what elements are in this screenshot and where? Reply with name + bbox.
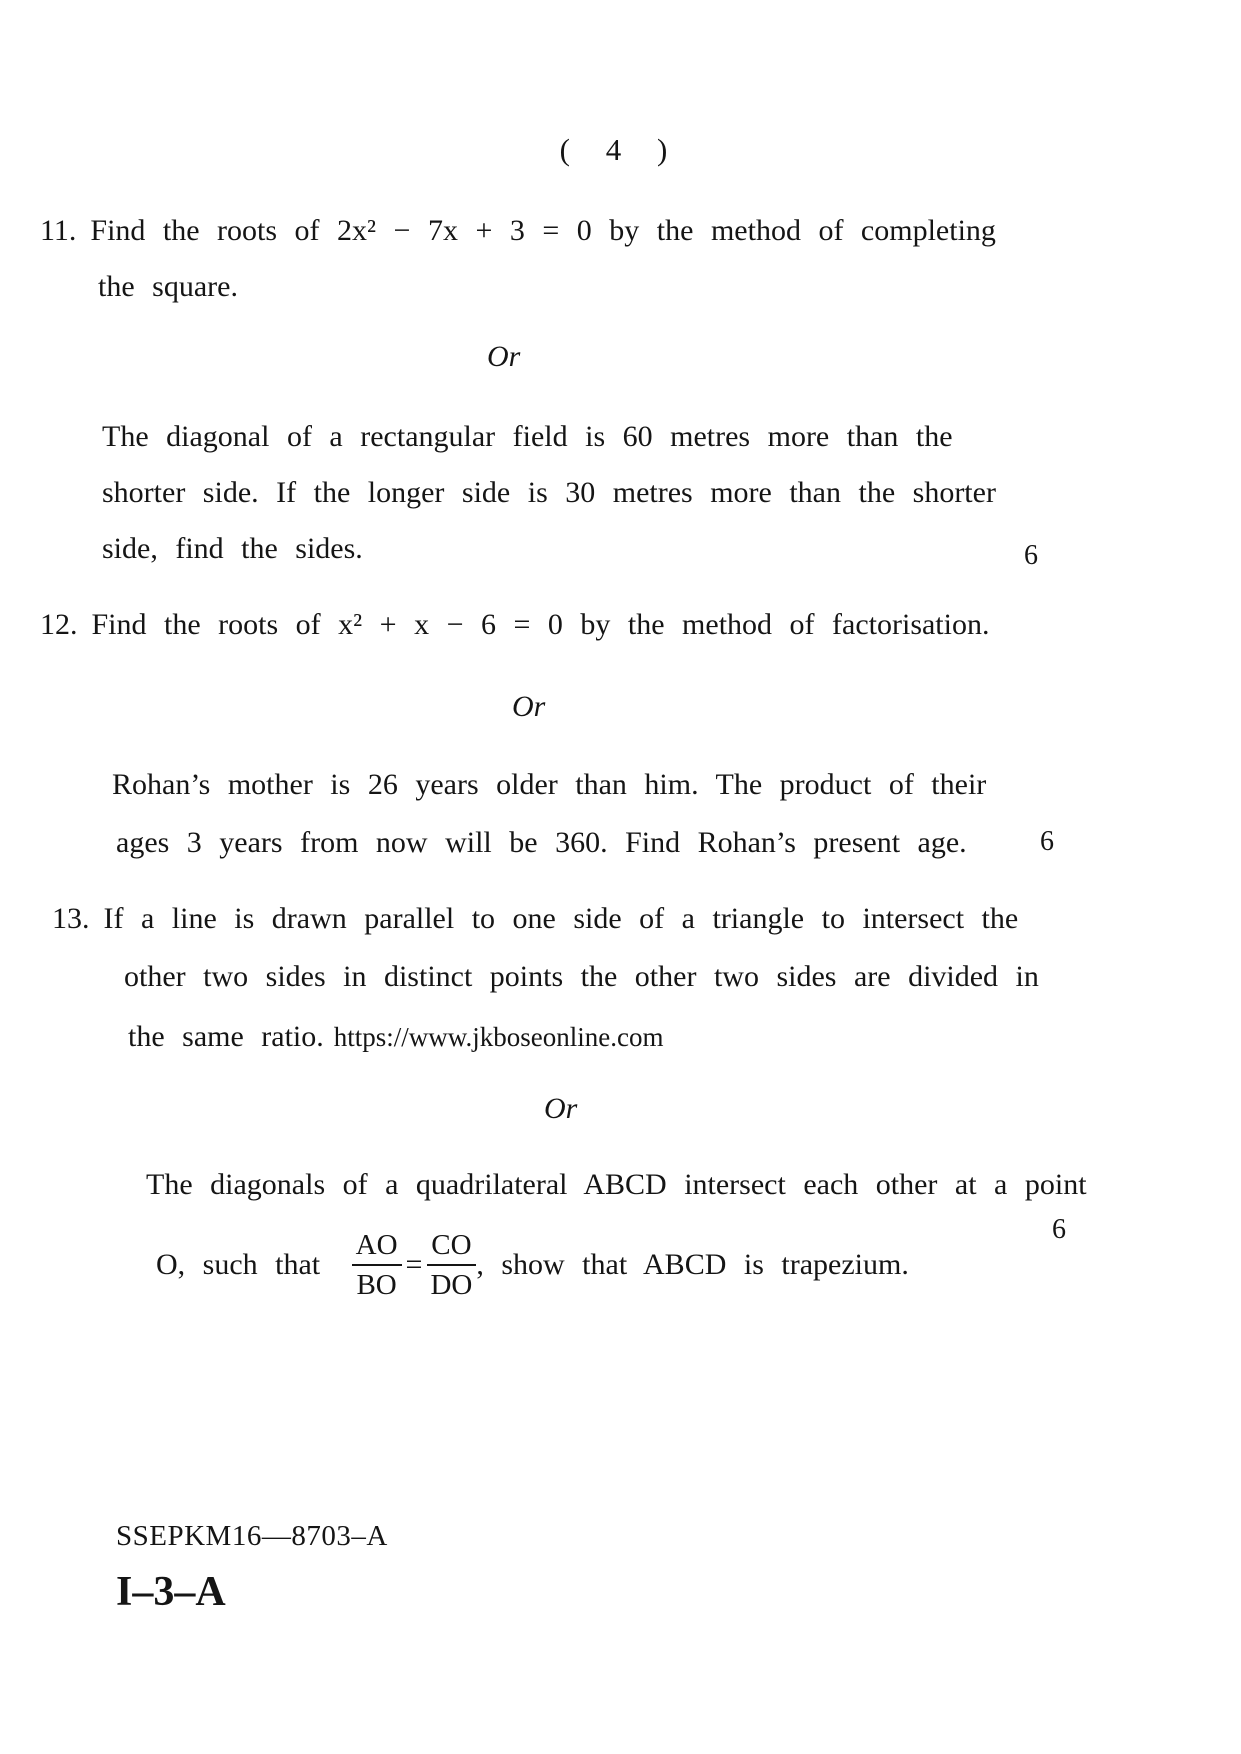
- q11-text-1: Find the roots of 2x² − 7x + 3 = 0 by the method of completing: [90, 214, 996, 247]
- q13-text-1: If a line is drawn parallel to one side of a triangle to intersect the: [103, 902, 1019, 935]
- q11-alt-text-2: shorter side. If the longer side is 30 metres more than the shorter: [102, 476, 996, 509]
- q13-alt-line-2: [156, 1226, 909, 1304]
- fraction-bo-denominator: BO: [356, 1269, 397, 1301]
- q11-alt-text-3: side, find the sides.: [102, 532, 363, 565]
- fraction-co-do: [426, 1226, 476, 1304]
- paper-series: I–3–A: [116, 1569, 226, 1615]
- q12-number: 12.: [40, 608, 78, 641]
- q11-or: Or: [487, 340, 521, 373]
- page-number: ( 4 ): [559, 132, 682, 167]
- q13-or: Or: [544, 1092, 578, 1125]
- q11-marks: 6: [1024, 540, 1038, 571]
- q13-alt-prefix: O, such that: [156, 1248, 321, 1281]
- q13-text-3: the same ratio.: [128, 1020, 324, 1053]
- q11-text-2: the square.: [98, 270, 238, 303]
- source-url: https://www.jkboseonline.com: [333, 1022, 664, 1052]
- q12-text-1: Find the roots of x² + x − 6 = 0 by the method of factorisation.: [91, 608, 990, 641]
- paper-code: SSEPKM16—8703–A: [116, 1520, 388, 1552]
- q13-text-2: other two sides in distinct points the other two sides are divided in: [124, 960, 1039, 993]
- q12-alt-text-2: ages 3 years from now will be 360. Find Rohan’s present age.: [116, 826, 967, 859]
- fraction-ao-bo: [352, 1226, 402, 1304]
- q11-number: 11.: [40, 214, 77, 247]
- fraction-do-denominator: DO: [430, 1269, 473, 1301]
- equals-sign: =: [405, 1248, 423, 1281]
- fraction-ao-numerator: AO: [352, 1226, 402, 1266]
- q13-marks: 6: [1052, 1214, 1066, 1245]
- q11-alt-text-1: The diagonal of a rectangular field is 60 metres more than the: [102, 420, 953, 453]
- fraction-co-numerator: CO: [427, 1226, 475, 1266]
- q12-alt-text-1: Rohan’s mother is 26 years older than him. The product of their: [112, 768, 987, 801]
- q13-line-1: [52, 902, 1018, 936]
- q13-line-3: [128, 1020, 664, 1054]
- q13-alt-suffix: , show that ABCD is trapezium.: [476, 1248, 909, 1281]
- q12-marks: 6: [1040, 826, 1054, 857]
- q12-line-1: [40, 608, 989, 642]
- q11-line-1: [40, 214, 996, 248]
- q12-or: Or: [512, 690, 546, 723]
- q13-alt-text-1: The diagonals of a quadrilateral ABCD intersect each other at a point: [146, 1168, 1087, 1201]
- q13-number: 13.: [52, 902, 90, 935]
